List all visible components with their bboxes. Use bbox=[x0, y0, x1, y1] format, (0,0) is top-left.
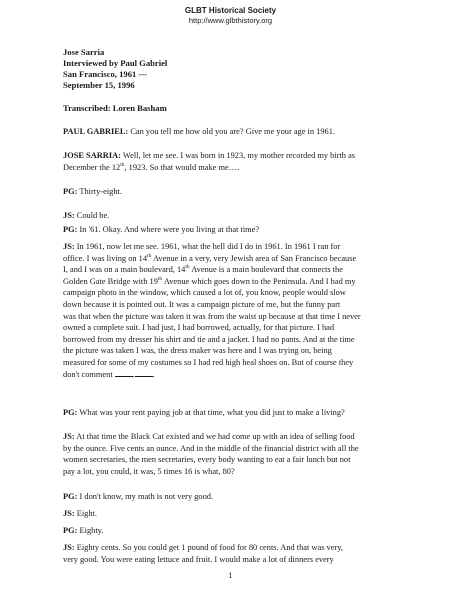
speaker-label: JS: bbox=[63, 432, 75, 441]
paragraph-text: owned a complete suit. I had just, I had borrowed, actually, for that picture. I had bbox=[63, 323, 335, 333]
paragraph-text: campaign photo in the window, which caused a lot of, you know, people would slow bbox=[63, 288, 346, 298]
blank-line bbox=[132, 369, 153, 379]
speaker-label: JOSE SARRIA: bbox=[63, 151, 121, 160]
transcript-paragraph bbox=[63, 542, 403, 565]
paragraph-text: Thirty-eight. bbox=[79, 187, 122, 196]
paragraph-text: . bbox=[132, 369, 135, 379]
paragraph-text: pay a lot, you could, it was, 5 times 16 is what, 80? bbox=[63, 466, 235, 476]
transcript-paragraph bbox=[63, 491, 403, 503]
paragraph-text: I don't know, my math is not very good. bbox=[79, 492, 214, 501]
paragraph-text: , 1923. So that would make me…. bbox=[124, 162, 240, 172]
paragraph-text: Avenue in a very, very Jewish area of San Francisco because bbox=[151, 253, 357, 263]
document-header bbox=[0, 6, 461, 26]
speaker-label: JS: bbox=[63, 543, 75, 552]
speaker-label: PG: bbox=[63, 492, 78, 501]
speaker-label: JS: bbox=[63, 211, 75, 220]
paragraph-text: down because it is pointed out. It was a campaign picture of me, but the funny part bbox=[63, 299, 341, 309]
interviewee-name: Jose Sarria bbox=[63, 47, 105, 57]
interviewer-line: Interviewed by Paul Gabriel bbox=[63, 58, 168, 68]
speaker-label: PG: bbox=[63, 187, 78, 196]
transcript-paragraph bbox=[63, 407, 403, 419]
paragraph-text: Avenue which goes down to the Peninsula. And I had my bbox=[162, 276, 356, 286]
interview-date: September 15, 1996 bbox=[63, 80, 135, 90]
paragraph-text: In 1961, now let me see. 1961, what the hell did I do in 1961. In 1961 I ran for bbox=[76, 242, 341, 251]
paragraph-text: Golden Gate Bridge with 19 bbox=[63, 276, 158, 286]
paragraph-text: women secretaries, the men secretaries, every body wanting to eat a fair lunch but not bbox=[63, 455, 351, 465]
organization-url[interactable]: http://www.glbthistory.org bbox=[188, 16, 273, 25]
transcript-paragraph bbox=[63, 525, 403, 537]
paragraph-text: Could be. bbox=[76, 211, 110, 220]
transcript-paragraph bbox=[63, 150, 403, 173]
paragraph-text: the picture was taken I was, the dress maker was here and I was trying on, being bbox=[63, 346, 332, 356]
transcript-paragraph bbox=[63, 126, 403, 138]
organization-name: GLBT Historical Society bbox=[184, 6, 277, 15]
ordinal-suffix: th bbox=[120, 161, 125, 168]
speaker-label: JS: bbox=[63, 509, 75, 518]
ordinal-suffix: th bbox=[157, 275, 163, 282]
paragraph-text: Well, let me see. I was born in 1923, my mother recorded my birth as bbox=[122, 151, 356, 160]
paragraph-text: was that when the picture was taken it was from the waist up because at that time I never bbox=[63, 311, 361, 321]
paragraph-text: At that time the Black Cat existed and we had come up with an idea of selling food bbox=[76, 432, 355, 441]
paragraph-text: Avenue is a main boulevard that connects the bbox=[189, 265, 343, 275]
ordinal-suffix: th bbox=[147, 252, 152, 259]
speaker-label: PAUL GABRIEL: bbox=[63, 127, 129, 136]
paragraph-text: very good. You were eating lettuce and fruit. I would make a lot of dinners every bbox=[63, 554, 334, 564]
transcript-paragraph bbox=[63, 210, 403, 222]
transcript-paragraph bbox=[63, 431, 403, 477]
transcriber-line: Transcribed: Loren Basham bbox=[63, 103, 167, 113]
paragraph-text: office. I was living on 14 bbox=[63, 253, 148, 263]
paragraph-text: Eighty cents. So you could get 1 pound of food for 80 cents. And that was very, bbox=[76, 543, 343, 552]
speaker-label: PG: bbox=[63, 526, 78, 535]
paragraph-text: by the ounce. Five cents an ounce. And in the middle of the financial district with all the bbox=[63, 443, 359, 453]
page-number: 1 bbox=[228, 570, 233, 580]
blank-line bbox=[115, 369, 133, 377]
paragraph-text: measured for some of my costumes so I had red high heal shoes on. But of course they bbox=[63, 357, 354, 367]
transcript-paragraph: JS: In 1961, now let me see. 1961, what the hell did I do in 1961. In 1961 I ran for office. I was living on 14th Avenue in a very, very Jewish area of San Francisco because I, and I was on a main boulevard, 14th Avenue is a main boulevard that connects the Golden Gate Bridge with 19th Avenue which goes down to the Peninsula. And I had my campaign photo in the window, which caused a lot of, you know, people would slow down because it is pointed out. It was a campaign picture of me, but the funny part was that when the picture was taken it was from the waist up because at that time I never owned a complete suit. I had just, I had borrowed, actually, for that picture. I had borrowed from my dresser his shirt and tie and a jacket. I had no pants. And at the time the picture was taken I was, the dress maker was here and I was trying on, being measured for some of my costumes so I had red high heal shoes on. But of course they don't comment . . bbox=[63, 241, 403, 380]
paragraph-text: I, and I was on a main boulevard, 14 bbox=[63, 265, 186, 275]
speaker-label: PG: bbox=[63, 225, 78, 234]
paragraph-text: don't comment bbox=[63, 369, 113, 379]
speaker-label: JS: bbox=[63, 242, 75, 251]
ordinal-suffix: th bbox=[185, 264, 190, 271]
interview-location: San Francisco, 1961 --- bbox=[63, 69, 148, 79]
paragraph-text: borrowed from my dresser his shirt and tie and a jacket. I had no pants. And at the time bbox=[63, 334, 355, 344]
interview-metadata bbox=[63, 47, 167, 91]
paragraph-text: What was your rent paying job at that time, what you did just to make a living? bbox=[79, 408, 345, 417]
transcript-paragraph bbox=[63, 508, 403, 520]
paragraph-text: In '61. Okay. And where were you living at that time? bbox=[79, 225, 260, 234]
transcript-paragraph bbox=[63, 224, 403, 236]
paragraph-text: Eighty. bbox=[79, 526, 104, 535]
paragraph-text: December the 12 bbox=[63, 162, 121, 172]
transcript-paragraph bbox=[63, 186, 403, 198]
paragraph-text: Can you tell me how old you are? Give me your age in 1961. bbox=[130, 127, 336, 136]
speaker-label: PG: bbox=[63, 408, 78, 417]
paragraph-text: Eight. bbox=[76, 509, 97, 518]
